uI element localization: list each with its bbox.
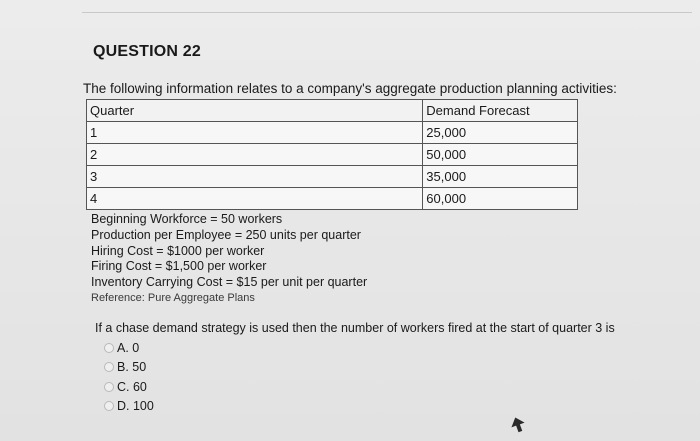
fact-production-per-employee: Production per Employee = 250 units per quarter [91,227,361,242]
table-row [87,144,578,166]
radio-button-icon[interactable] [104,362,114,372]
quarter-cell: 3 [87,166,423,188]
table-row [87,188,578,210]
answer-option-a[interactable] [104,338,154,358]
fact-hiring-cost: Hiring Cost = $1000 per worker [91,243,265,258]
radio-button-icon[interactable] [104,343,114,353]
demand-cell: 35,000 [423,166,578,188]
fact-beginning-workforce: Beginning Workforce = 50 workers [91,212,283,226]
answer-option-b[interactable] [104,358,154,378]
demand-cell: 60,000 [423,188,578,210]
question-title: QUESTION 22 [93,43,202,60]
answer-option-c[interactable] [104,377,154,397]
mouse-pointer-icon [511,417,525,433]
fact-inventory-carrying-cost: Inventory Carrying Cost = $15 per unit per quarter [91,275,368,290]
column-header-demand-forecast: Demand Forecast [423,100,578,122]
demand-cell: 50,000 [423,144,578,166]
demand-forecast-table [86,99,578,210]
table-row [87,166,578,188]
question-intro: The following information relates to a company's aggregate production planning activities: [83,81,617,96]
table-header-row [87,100,578,122]
answer-option-label: C. 60 [117,379,147,394]
quarter-cell: 2 [87,144,423,166]
table-row [87,122,578,144]
reference-note: Reference: Pure Aggregate Plans [91,291,255,304]
column-header-quarter: Quarter [87,100,423,122]
fact-firing-cost: Firing Cost = $1,500 per worker [91,259,267,274]
answer-options [104,338,154,416]
question-prompt: If a chase demand strategy is used then the number of workers fired at the start of quarter 3 is [95,321,615,335]
radio-button-icon[interactable] [104,382,114,392]
divider [82,12,692,13]
demand-cell: 25,000 [423,122,578,144]
answer-option-label: B. 50 [117,360,147,375]
given-facts [91,212,367,305]
answer-option-d[interactable] [104,397,154,417]
answer-option-label: A. 0 [117,340,140,355]
radio-button-icon[interactable] [104,401,114,411]
quarter-cell: 4 [87,188,423,210]
quarter-cell: 1 [87,122,423,144]
answer-option-label: D. 100 [117,399,154,414]
